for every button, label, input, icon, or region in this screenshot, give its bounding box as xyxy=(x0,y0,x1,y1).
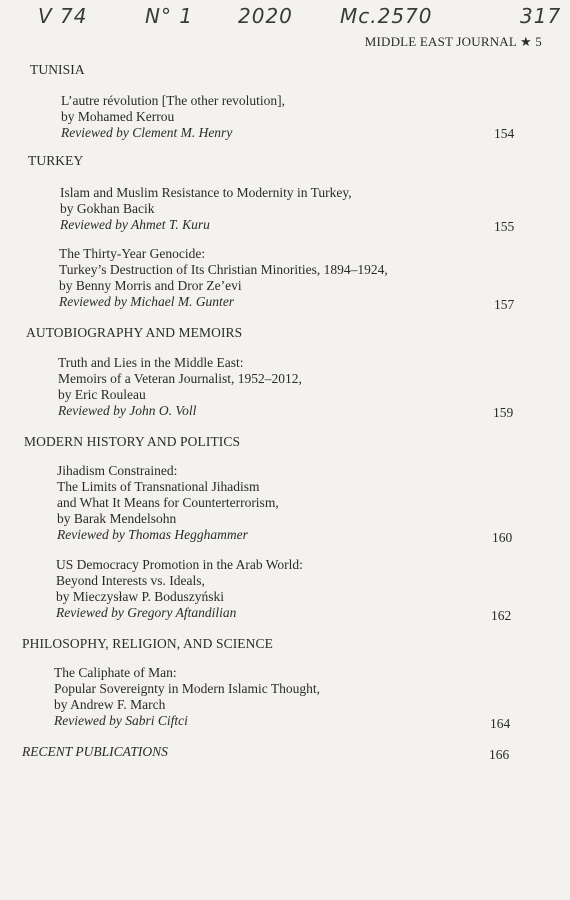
section-turkey: TURKEY xyxy=(28,153,84,168)
entry-reviewer: Reviewed by Michael M. Gunter xyxy=(59,294,235,309)
entry-page-number: 159 xyxy=(493,405,514,420)
entry-page-number: 162 xyxy=(491,608,512,623)
entry-title-line: Islam and Muslim Resistance to Modernity in Turkey, xyxy=(60,185,352,200)
handwritten-page: 317 xyxy=(520,4,562,28)
entry-title-line: Popular Sovereignty in Modern Islamic Thought, xyxy=(54,681,320,696)
entry-reviewer: Reviewed by John O. Voll xyxy=(58,403,197,418)
entry-title-line: The Caliphate of Man: xyxy=(54,665,177,680)
handwritten-volume: V 74 xyxy=(38,4,88,28)
entry-author-line: by Mohamed Kerrou xyxy=(61,109,175,124)
recent-publications-page: 166 xyxy=(489,747,510,762)
entry-title-line: The Limits of Transnational Jihadism xyxy=(57,479,260,494)
handwritten-year: 2020 xyxy=(238,4,293,28)
list-item xyxy=(56,557,303,621)
entry-title-line: The Thirty-Year Genocide: xyxy=(59,246,206,261)
entry-reviewer: Reviewed by Ahmet T. Kuru xyxy=(60,217,210,232)
section-tunisia: TUNISIA xyxy=(30,62,85,77)
entry-page-number: 154 xyxy=(494,126,515,141)
entry-author-line: by Mieczysław P. Boduszyński xyxy=(56,589,224,604)
entry-title-line: Beyond Interests vs. Ideals, xyxy=(56,573,205,588)
list-item xyxy=(57,463,279,543)
entry-title-line: and What It Means for Counterterrorism, xyxy=(57,495,279,510)
entry-title-line: Jihadism Constrained: xyxy=(57,463,178,478)
entry-title-line: Truth and Lies in the Middle East: xyxy=(58,355,244,370)
entry-title-line: US Democracy Promotion in the Arab World: xyxy=(56,557,303,572)
entry-author-line: by Barak Mendelsohn xyxy=(57,511,177,526)
entry-author-line: by Benny Morris and Dror Ze’evi xyxy=(59,278,242,293)
entry-title-line: Turkey’s Destruction of Its Christian Minorities, 1894–1924, xyxy=(59,262,388,277)
entry-title-line: L’autre révolution [The other revolution], xyxy=(61,93,286,108)
section-autobiography: AUTOBIOGRAPHY AND MEMOIRS xyxy=(26,325,243,340)
list-item xyxy=(54,665,320,729)
list-item xyxy=(60,185,352,233)
section-modern-history: MODERN HISTORY AND POLITICS xyxy=(24,434,241,449)
list-item xyxy=(58,355,302,419)
entry-reviewer: Reviewed by Sabri Ciftci xyxy=(54,713,188,728)
section-philosophy: PHILOSOPHY, RELIGION, AND SCIENCE xyxy=(22,636,273,651)
entry-reviewer: Reviewed by Thomas Hegghammer xyxy=(57,527,248,542)
entry-page-number: 157 xyxy=(494,297,515,312)
list-item xyxy=(61,93,285,141)
entry-reviewer: Reviewed by Gregory Aftandilian xyxy=(56,605,237,620)
entry-title-line: Memoirs of a Veteran Journalist, 1952–2012, xyxy=(58,371,302,386)
journal-header: MIDDLE EAST JOURNAL ★ 5 xyxy=(364,34,542,49)
recent-publications: RECENT PUBLICATIONS xyxy=(22,744,168,759)
list-item xyxy=(59,246,388,310)
entry-author-line: by Gokhan Bacik xyxy=(60,201,155,216)
entry-page-number: 164 xyxy=(490,716,511,731)
entry-page-number: 155 xyxy=(494,219,515,234)
entry-author-line: by Eric Rouleau xyxy=(58,387,146,402)
entry-author-line: by Andrew F. March xyxy=(54,697,166,712)
handwritten-number: N° 1 xyxy=(145,4,194,28)
handwritten-code: Mc.2570 xyxy=(340,4,433,28)
entry-reviewer: Reviewed by Clement M. Henry xyxy=(61,125,233,140)
entry-page-number: 160 xyxy=(492,530,513,545)
